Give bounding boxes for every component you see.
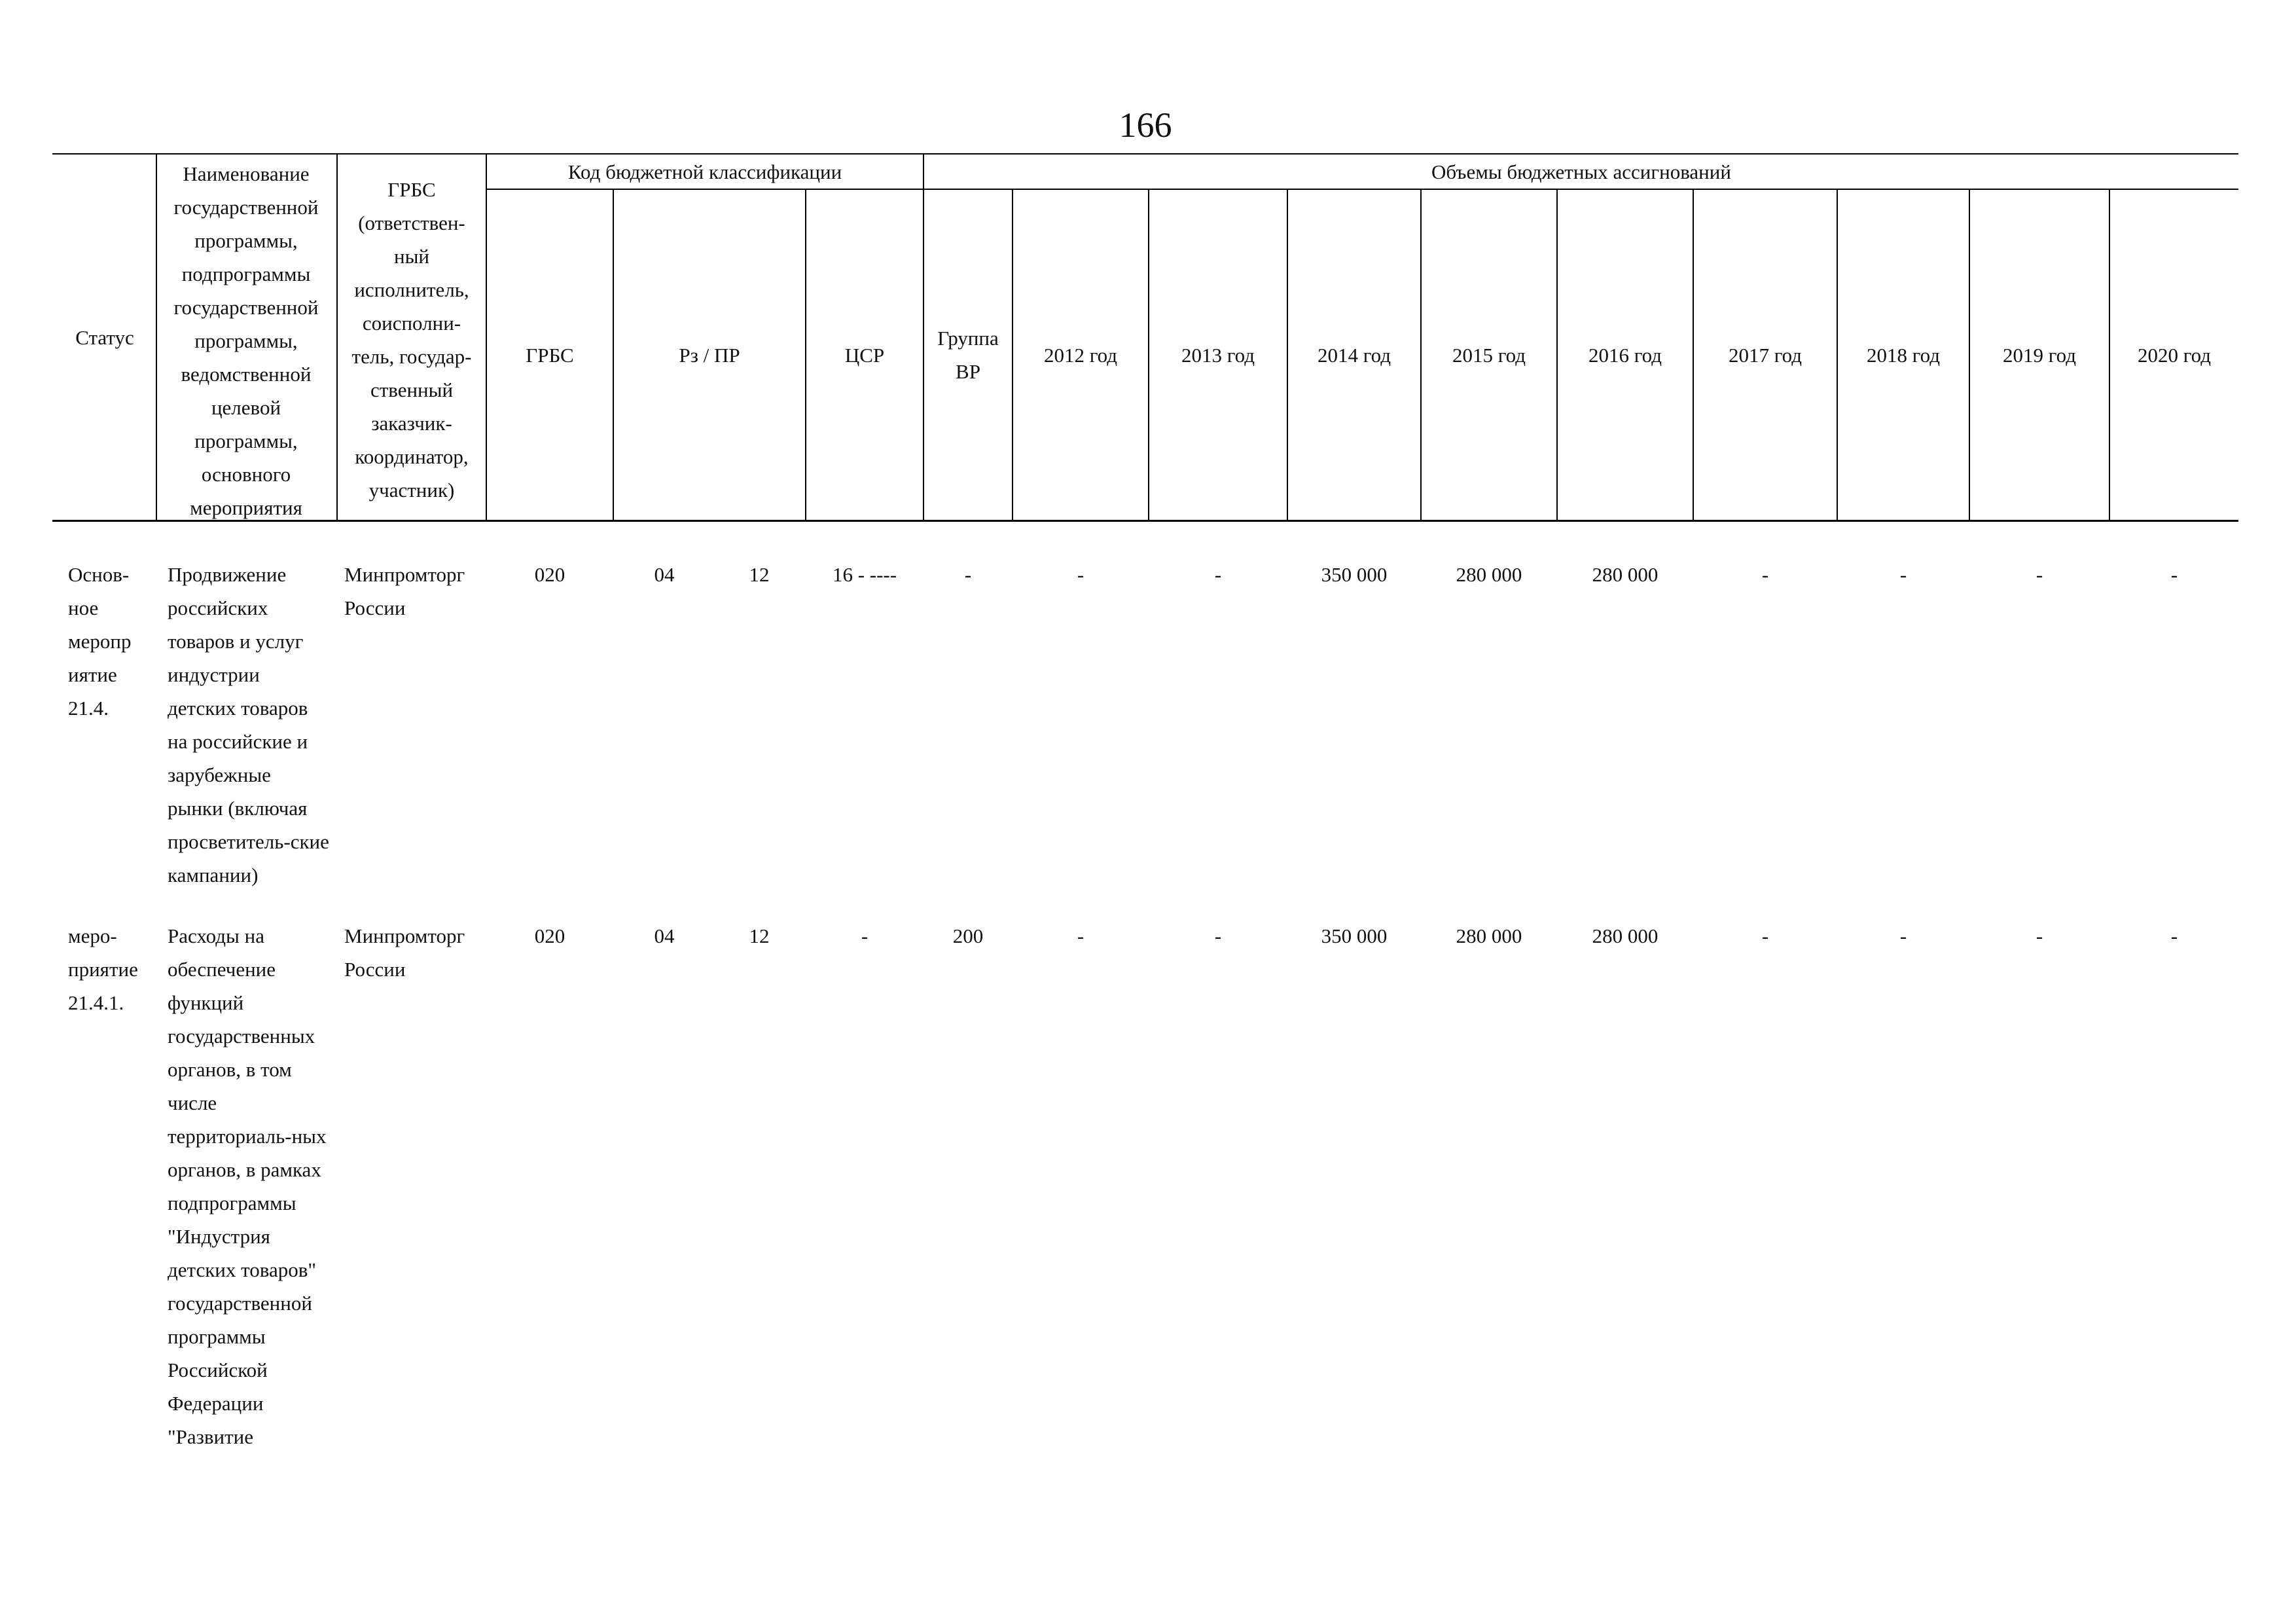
header-budget-code-group: Код бюджетной классификации: [567, 160, 842, 183]
row-value-2016: 280 000: [1592, 924, 1659, 947]
row-value-2018: -: [1899, 563, 1907, 586]
header-group-vr: Группа ВР: [937, 327, 999, 383]
row-rz: 04: [654, 563, 675, 586]
header-year-2013: 2013 год: [1181, 343, 1255, 367]
row-value-2015: 280 000: [1456, 924, 1522, 947]
row-grbs: 020: [534, 563, 565, 586]
header-year-2016: 2016 год: [1588, 343, 1662, 367]
row-value-2020: -: [2170, 924, 2178, 947]
header-csr: ЦСР: [844, 343, 885, 367]
row-group-vr: -: [964, 563, 972, 586]
row-grbs: 020: [534, 924, 565, 947]
row-value-2012: -: [1077, 924, 1085, 947]
header-year-2017: 2017 год: [1728, 343, 1803, 367]
header-rz-pr: Рз / ПР: [679, 343, 740, 367]
header-status: Статус: [75, 325, 134, 349]
row-value-2017: -: [1761, 924, 1769, 947]
row-value-2016: 280 000: [1592, 563, 1659, 586]
header-grbs: ГРБС: [526, 343, 574, 367]
row-grbs-responsible: Минпромторг России: [344, 563, 465, 619]
row-pr: 12: [749, 924, 770, 947]
col-divider: [336, 153, 338, 520]
row-group-vr: 200: [952, 924, 984, 947]
header-year-2020: 2020 год: [2137, 343, 2212, 367]
row-value-2018: -: [1899, 924, 1907, 947]
row-rz: 04: [654, 924, 675, 947]
row-value-2014: 350 000: [1321, 563, 1388, 586]
header-year-2019: 2019 год: [2002, 343, 2077, 367]
row-status: Основ-ное меропр иятие 21.4.: [68, 563, 132, 720]
table-top-rule: [52, 153, 2238, 155]
row-value-2014: 350 000: [1321, 924, 1388, 947]
row-value-2015: 280 000: [1456, 563, 1522, 586]
page-number: 166: [1119, 105, 1172, 145]
row-value-2019: -: [2036, 563, 2043, 586]
row-csr: -: [861, 924, 869, 947]
row-name: Продвижение российских товаров и услуг индустрии детских товаров на российские и зарубежные рынки (включая просветитель-ские кампании): [168, 563, 329, 886]
row-value-2020: -: [2170, 563, 2178, 586]
header-program-name: Наименование государственной программы, подпрограммы государственной программы, ведомственной целевой программы, основного мероприятия: [173, 162, 319, 519]
row-pr: 12: [749, 563, 770, 586]
header-year-2015: 2015 год: [1452, 343, 1526, 367]
header-year-2014: 2014 год: [1317, 343, 1391, 367]
header-grbs-responsible: ГРБС (ответствен-ный исполнитель, соисполни-тель, государ-ственный заказчик-координатор, участник): [351, 178, 472, 501]
row-grbs-responsible: Минпромторг России: [344, 924, 465, 981]
row-value-2013: -: [1214, 563, 1222, 586]
header-budget-volumes-group: Объемы бюджетных ассигнований: [1431, 160, 1731, 183]
row-status: меро-приятие 21.4.1.: [68, 924, 138, 1014]
row-value-2019: -: [2036, 924, 2043, 947]
row-value-2012: -: [1077, 563, 1085, 586]
row-name: Расходы на обеспечение функций государственных органов, в том числе территориаль-ных органов, в рамках подпрограммы "Индустрия детских товаров" государственной программы Российской Федерации "Развитие: [168, 924, 327, 1448]
header-year-2012: 2012 год: [1043, 343, 1118, 367]
header-year-2018: 2018 год: [1866, 343, 1941, 367]
row-value-2017: -: [1761, 563, 1769, 586]
col-divider: [156, 153, 157, 520]
row-value-2013: -: [1214, 924, 1222, 947]
row-csr: 16 - ----: [832, 563, 897, 586]
header-bottom-rule: [52, 520, 2238, 522]
